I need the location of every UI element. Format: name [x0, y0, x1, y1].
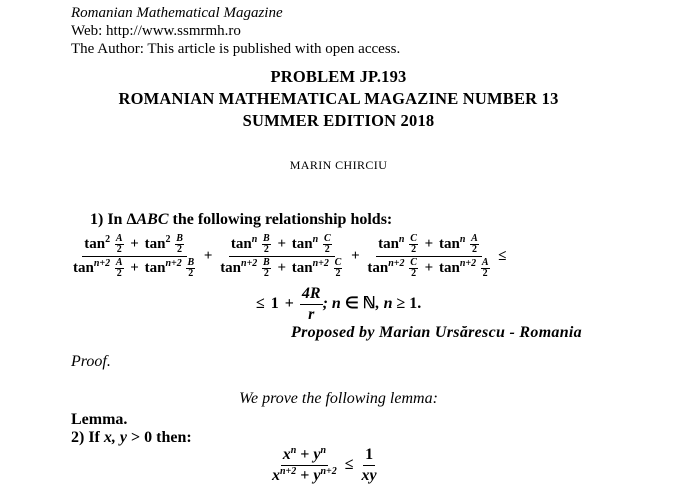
lemma-inequality: $\frac{x^n + y^n}{x^{n+2} + y^{n+2}}$ ≤ $\frac{1}{xy}$: [272, 445, 377, 484]
statement-prefix: 1) In: [90, 211, 127, 228]
lemma-intro: We prove the following lemma:: [239, 390, 438, 407]
inequality-rhs: ≤ 1 + $\frac{4R}{r}$ ; n ∈ ℕ, n ≥ 1.: [256, 285, 422, 323]
edition-title: SUMMER EDITION 2018: [242, 111, 435, 130]
statement-suffix: the following relationship holds:: [168, 211, 393, 228]
lemma-fraction: $\frac{x^n + y^n}{x^{n+2} + y^{n+2}}$: [272, 445, 337, 484]
magazine-name: Romanian Mathematical Magazine: [71, 5, 283, 21]
leq-symbol: ≤: [498, 247, 507, 264]
fraction-3: $\tan^n$ $\frac{C}{2}$ + $\tan^n$ $\frac{A}{2}$ $\tan^{n+2}$ $\frac{C}{2}$ + $\tan^{n+2}$ $\frac{A}{2}$: [367, 233, 489, 279]
rhs-fraction: $\frac{4R}{r}$: [301, 285, 321, 323]
website-line: Web: http://www.ssmrmh.ro: [71, 23, 241, 39]
author-name: MARIN CHIRCIU: [289, 158, 388, 172]
triangle-name: ABC: [136, 211, 169, 228]
fraction-1: $\tan^2$ $\frac{A}{2}$ + $\tan^2$ $\frac{B}{2}$ $\tan^{n+2}$ $\frac{A}{2}$ + $\tan^{n+2}$ $\frac{B}{2}$: [73, 233, 195, 279]
magazine-title: ROMANIAN MATHEMATICAL MAGAZINE NUMBER 13: [118, 89, 559, 108]
problem-statement: [90, 211, 392, 229]
problem-title: PROBLEM JP.193: [270, 67, 407, 86]
fraction-2: $\tan^n$ $\frac{B}{2}$ + $\tan^n$ $\frac{C}{2}$ $\tan^{n+2}$ $\frac{B}{2}$ + $\tan^{n+2}$ $\frac{C}{2}$: [220, 233, 342, 279]
lemma-heading: Lemma.: [71, 411, 128, 428]
proposed-by: Proposed by Marian Ursărescu - Romania: [291, 324, 582, 341]
lemma-rhs-fraction: $\frac{1}{xy}$: [361, 446, 377, 484]
lemma-statement: 2) If x, y > 0 then:: [71, 429, 192, 446]
proof-label: Proof.: [71, 353, 111, 370]
open-access-line: The Author: This article is published with open access.: [71, 41, 401, 57]
delta-symbol: Δ: [126, 211, 137, 228]
main-inequality: $\tan^2$ $\frac{A}{2}$ + $\tan^2$ $\frac{B}{2}$ $\tan^{n+2}$ $\frac{A}{2}$ + $\tan^{n+2}$ $\frac{B}{2}$ + $\tan^n$ $\frac{B}{2}$ + $\tan^n$ $\frac{C}{2}$ $\tan^{n+2}$ $\frac{B}{2}$ + $\tan^{n+2}$ $\frac{C}{2}$ + $\tan^n$ $\frac{C}{2}$ + $\tan^n$ $\frac{A}{2}$ $\tan^{n+2}$ $\frac{C}{2}$ + $\tan^{n+2}$ $\frac{A}{2}$ ≤: [73, 233, 507, 279]
